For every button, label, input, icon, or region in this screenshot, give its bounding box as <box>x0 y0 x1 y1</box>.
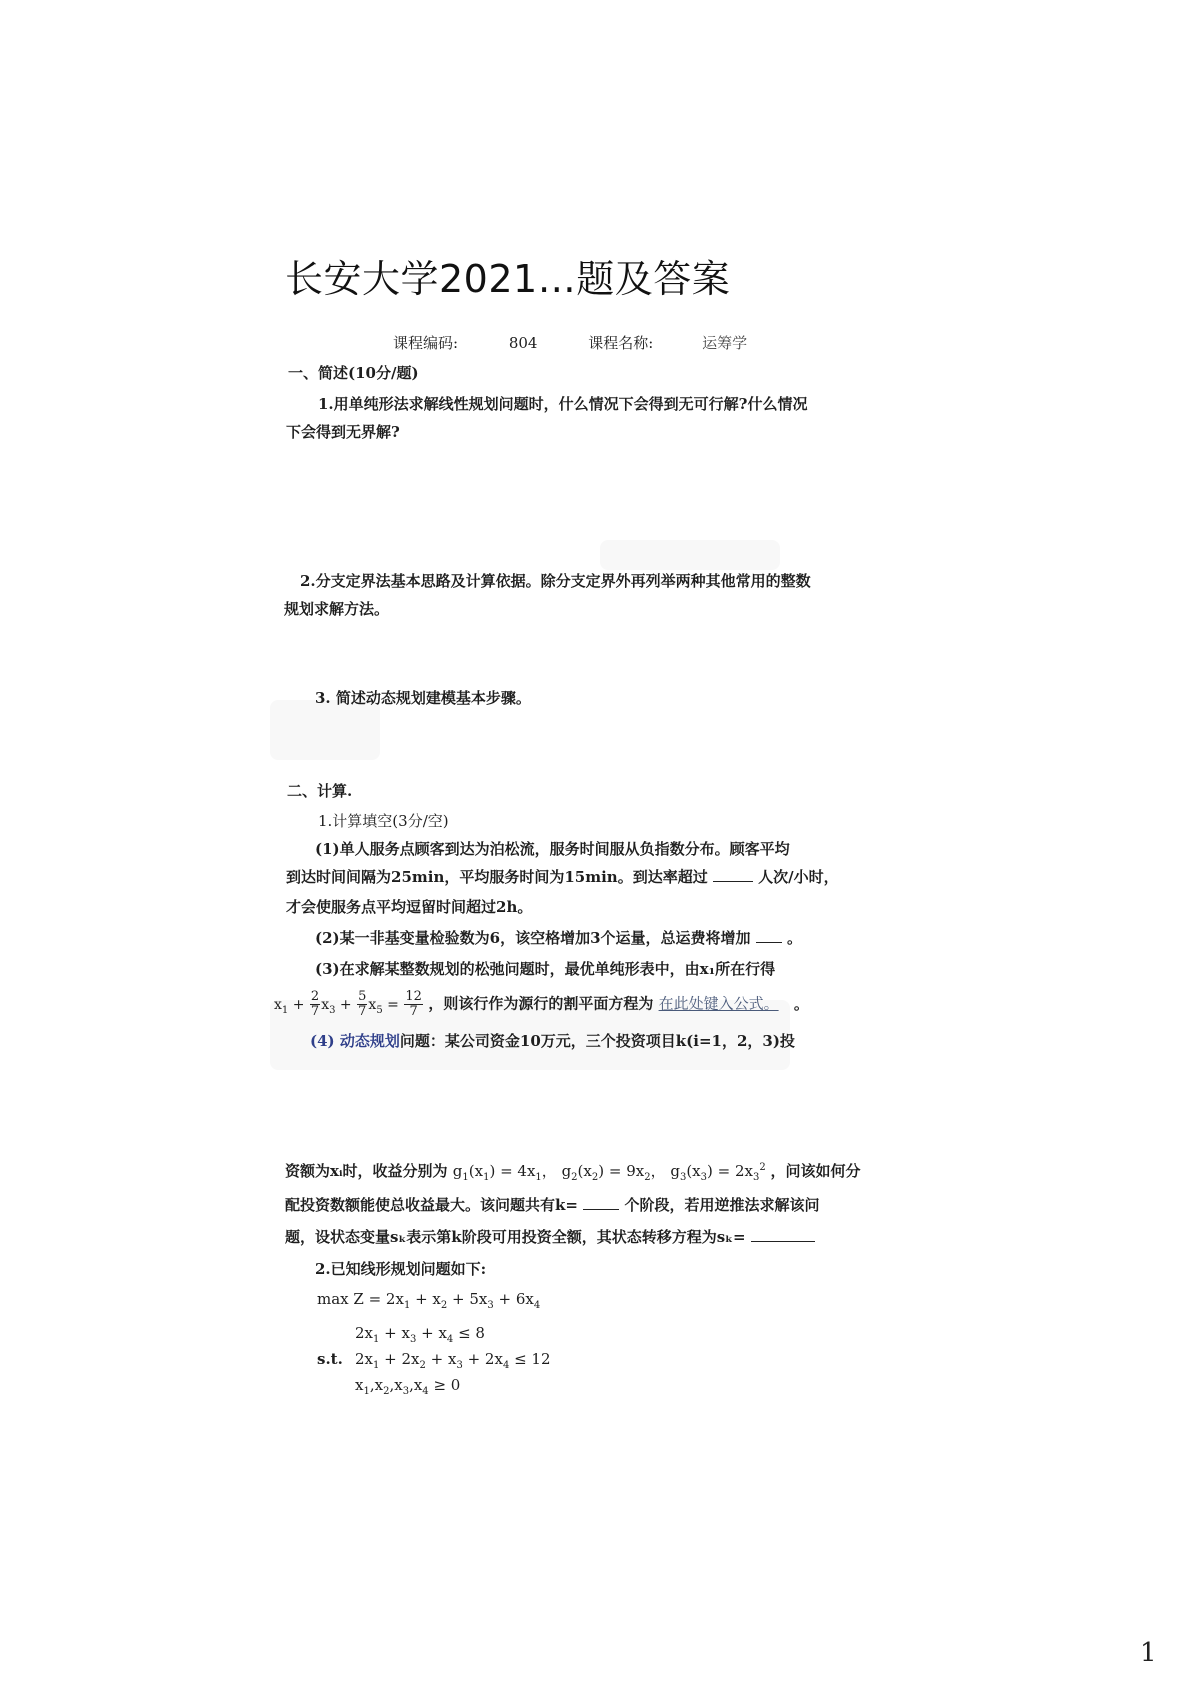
p4-cont3-text: 题，设状态变量sₖ表示第k阶段可用投资全额，其状态转移方程为sₖ= <box>285 1228 746 1246</box>
p4-cont2-text: 配投资数额能使总收益最大。该问题共有k= <box>285 1196 578 1214</box>
section2-heading: 二、计算. <box>287 782 353 800</box>
p2-line <box>315 927 802 948</box>
course-code-value: 804 <box>508 334 538 352</box>
objective-function: $\max Z = 2x_1 + x_2 + 5x_3 + 6x_4$ <box>317 1290 541 1311</box>
page-title: 长安大学2021…题及答案 <box>285 257 731 301</box>
p1-line2-text: 到达时间间隔为25min，平均服务时间为15min。到达率超过 <box>286 868 708 886</box>
p4-cont3 <box>285 1226 815 1247</box>
p4-blue-text: 动态规划 <box>339 1032 400 1050</box>
st-label: s.t. <box>317 1350 343 1368</box>
p4-cont1 <box>285 1160 861 1183</box>
p4-line1 <box>310 1030 795 1051</box>
p4-cont2-end: 个阶段，若用逆推法求解该问 <box>624 1196 820 1214</box>
sub2-heading: 2.已知线形规划问题如下: <box>315 1260 487 1278</box>
p1-line3: 才会使服务点平均逗留时间超过2h。 <box>286 898 533 916</box>
course-code-label: 课程编码: <box>393 334 459 352</box>
p2-end: 。 <box>786 929 802 947</box>
section1-heading: 一、简述(10分/题) <box>288 364 419 382</box>
arrival-rate-blank[interactable] <box>713 881 753 882</box>
q3: 3. 简述动态规划建模基本步骤。 <box>315 689 531 707</box>
p2-text: (2)某一非基变量检验数为6，该空格增加3个运量，总运费将增加 <box>315 929 751 947</box>
constraint-1: $2x_1 + x_3 + x_4 \le 8$ <box>355 1324 485 1345</box>
state-transition-blank[interactable] <box>751 1241 815 1242</box>
p4-rest: 问题：某公司资金10万元，三个投资项目k(i=1，2，3)投 <box>399 1032 795 1050</box>
p3-line1: (3)在求解某整数规划的松弛问题时，最优单纯形表中，由x₁所在行得 <box>315 960 776 978</box>
page-number: 1 <box>1140 1638 1157 1668</box>
p1-line2-unit: 人次/小时， <box>758 868 839 886</box>
p3-text: ，则该行作为源行的割平面方程为 <box>428 994 654 1013</box>
p3-line2 <box>274 990 809 1019</box>
p4-cont1-text: 资额为xᵢ时，收益分别为 <box>285 1162 448 1180</box>
p1-line1: (1)单人服务点顾客到达为泊松流，服务时间服从负指数分布。顾客平均 <box>315 840 790 858</box>
constraint-2: $2x_1 + 2x_2 + x_3 + 2x_4 \le 12$ <box>355 1350 551 1371</box>
q1-line1: 1.用单纯形法求解线性规划问题时，什么情况下会得到无可行解?什么情况 <box>318 395 808 413</box>
formula-placeholder-link[interactable]: 在此处键入公式。 <box>658 994 779 1013</box>
course-name-value: 运筹学 <box>702 334 748 352</box>
cost-increase-blank[interactable] <box>756 942 782 943</box>
p4-cont2 <box>285 1194 819 1215</box>
course-header <box>393 332 747 353</box>
sub1-heading: 1.计算填空(3分/空) <box>318 812 449 830</box>
p4-cont1-end: ，问该如何分 <box>770 1162 861 1180</box>
p3-end: 。 <box>793 994 809 1013</box>
stage-count-blank[interactable] <box>583 1209 619 1210</box>
q1-line2: 下会得到无界解? <box>286 423 400 441</box>
q2-line2: 规划求解方法。 <box>284 600 390 618</box>
p3-equation: $x_1$ + $\frac{2}{7}$ $x_3$ + $\frac{5}{7}$ $x_5$ = $\frac{12}{7}$ <box>274 989 422 1019</box>
profit-functions: $g_1(x_1) = 4x_1$， $g_2(x_2) = 9x_2$， $g_3(x_3) = 2x_3^2$ <box>452 1162 766 1183</box>
q2-line1: 2.分支定界法基本思路及计算依据。除分支定界外再列举两种其他常用的整数 <box>300 572 811 590</box>
course-name-label: 课程名称: <box>588 334 654 352</box>
p4-label: (4) <box>310 1032 335 1050</box>
constraint-nonneg: $x_1,x_2,x_3,x_4 \ge 0$ <box>355 1376 461 1397</box>
p1-line2 <box>286 866 839 887</box>
